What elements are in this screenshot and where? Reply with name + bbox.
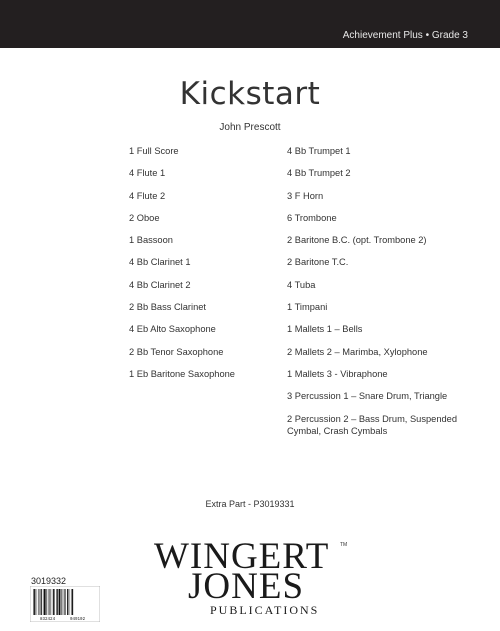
- barcode-bar: [44, 589, 46, 615]
- part-left-item: 2 Oboe: [129, 212, 160, 223]
- barcode-bar: [33, 589, 34, 615]
- part-right-item: 4 Bb Trumpet 2: [287, 168, 351, 179]
- part-right-item: 2 Mallets 2 – Marimba, Xylophone: [287, 346, 428, 357]
- barcode-bar: [59, 589, 61, 615]
- barcode-bar: [56, 589, 57, 615]
- part-right-item: 1 Mallets 3 - Vibraphone: [287, 368, 388, 379]
- part-right-item: 1 Timpani: [287, 302, 328, 313]
- extra-part-label: Extra Part - P3019331: [205, 499, 295, 509]
- part-left-item: 4 Eb Alto Saxophone: [129, 324, 216, 335]
- part-left-item: 2 Bb Tenor Saxophone: [129, 346, 224, 357]
- barcode-bar: [50, 589, 51, 615]
- trademark-mark: TM: [340, 542, 348, 548]
- part-left-item: 4 Bb Clarinet 1: [129, 257, 191, 268]
- logo-line-3: PUBLICATIONS: [210, 603, 320, 617]
- barcode-bar: [71, 589, 72, 615]
- barcode-bar: [46, 589, 47, 615]
- part-left-item: 4 Flute 2: [129, 190, 166, 201]
- part-left-item: 1 Eb Baritone Saxophone: [129, 368, 235, 379]
- parts-list-left: [129, 145, 279, 390]
- part-right-item: 3 F Horn: [287, 190, 324, 201]
- part-right-item: 2 Percussion 2 – Bass Drum, Suspended Cymbal, Crash Cymbals: [287, 413, 458, 436]
- barcode-bar: [40, 589, 41, 615]
- part-left-item: 4 Flute 1: [129, 168, 166, 179]
- barcode-bar: [64, 589, 65, 615]
- barcode-bar: [43, 589, 44, 615]
- part-right-item: 2 Baritone T.C.: [287, 257, 349, 268]
- barcode-bar: [38, 589, 39, 615]
- part-left-item: 2 Bb Bass Clarinet: [129, 302, 206, 313]
- composer-name: John Prescott: [219, 122, 281, 133]
- part-left-item: 1 Full Score: [129, 146, 179, 156]
- barcode-bar: [57, 589, 58, 615]
- part-right-item: 3 Percussion 1 – Snare Drum, Triangle: [287, 391, 448, 402]
- barcode-bar: [69, 589, 70, 615]
- barcode-bar: [63, 589, 64, 615]
- part-left-item: 1 Bassoon: [129, 235, 173, 246]
- header-bar: [0, 0, 500, 48]
- part-right-item: 4 Bb Trumpet 1: [287, 146, 351, 156]
- logo-line-1: WINGERT: [154, 536, 330, 577]
- barcode-right-digits: 049102: [70, 618, 86, 622]
- part-right-item: 6 Trombone: [287, 212, 337, 223]
- barcode-left-digits: 832424: [40, 618, 56, 622]
- logo-line-2: JONES: [188, 566, 305, 607]
- barcode-bar: [34, 589, 35, 615]
- barcode-bar: [53, 589, 54, 615]
- barcode-bar: [61, 589, 62, 615]
- part-left-item: 4 Bb Clarinet 2: [129, 279, 191, 290]
- barcode-bar: [48, 589, 49, 615]
- barcode-bar: [41, 589, 42, 615]
- barcode-bar: [54, 589, 55, 615]
- parts-list-right: [287, 145, 477, 447]
- barcode-bar: [65, 589, 66, 615]
- barcode-bar: [67, 589, 68, 615]
- barcode-bar: [51, 589, 52, 615]
- part-right-item: 2 Baritone B.C. (opt. Trombone 2): [287, 235, 427, 246]
- barcode-bar: [72, 589, 73, 615]
- piece-title: Kickstart: [179, 76, 321, 112]
- product-code: 3019332: [31, 576, 67, 586]
- barcode-bar: [36, 589, 37, 615]
- series-grade-label: Achievement Plus • Grade 3: [342, 30, 468, 41]
- part-right-item: 1 Mallets 1 – Bells: [287, 324, 363, 335]
- barcode: [30, 586, 100, 622]
- publisher-logo: [154, 538, 354, 618]
- part-right-item: 4 Tuba: [287, 279, 316, 290]
